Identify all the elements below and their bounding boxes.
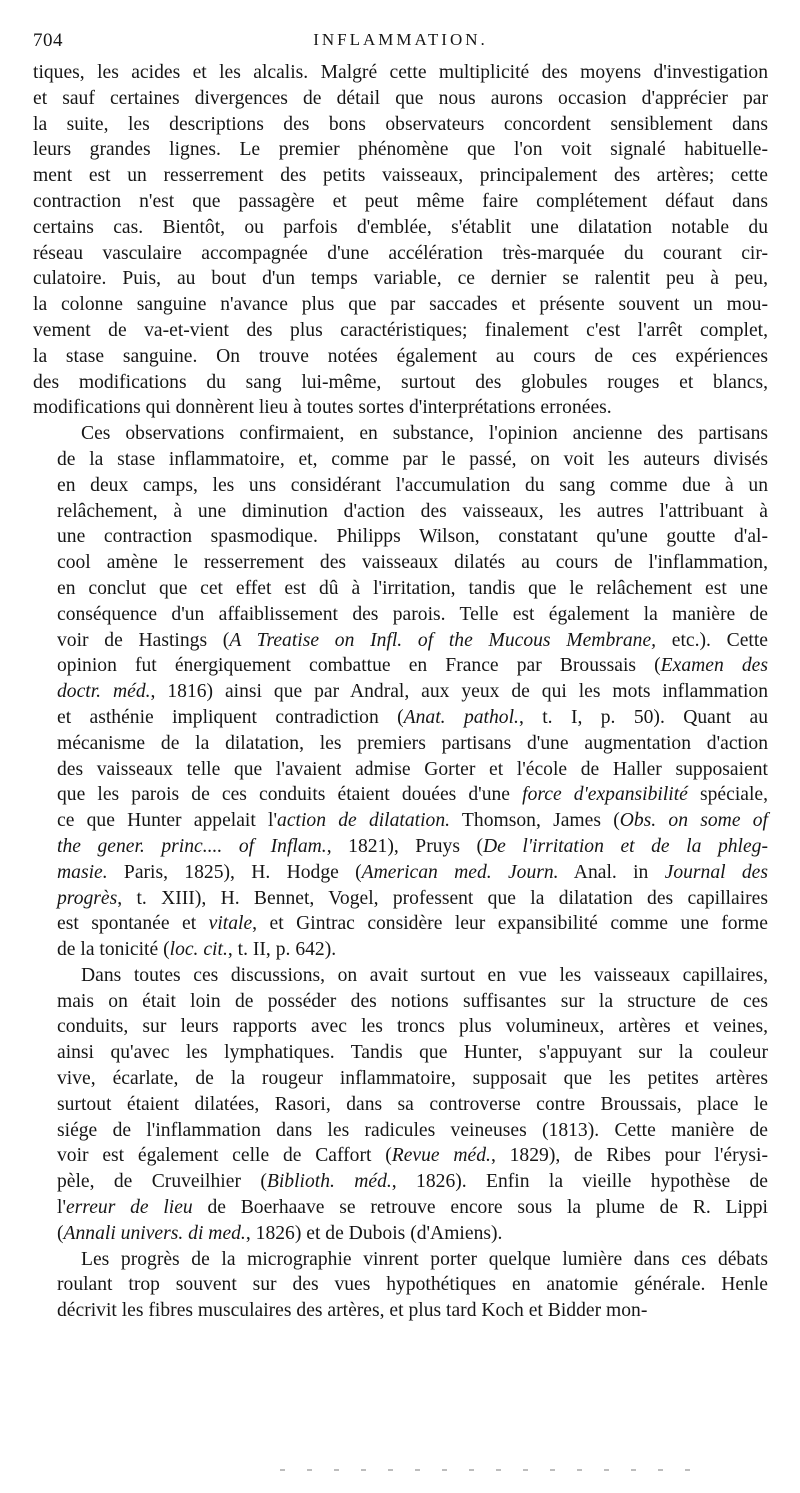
text-line (33, 1221, 768, 1247)
paragraph (33, 60, 768, 421)
text-run: Anal. in (558, 861, 665, 883)
text-line (33, 112, 768, 138)
italic-citation: Obs. on some of (619, 810, 768, 832)
text-run: , 1829), de Ribes pour l'érysi- (490, 1145, 769, 1167)
paragraph (33, 1247, 768, 1324)
text-run: , et Gintrac considère leur expansibilité comme une forme (252, 913, 768, 935)
text-line (33, 731, 768, 757)
text-run: certains cas. Bientôt, ou parfois d'emblée, s'établit une dilatation notable du (33, 216, 768, 238)
italic-citation: doctr. méd. (57, 681, 151, 703)
italic-citation: vitale (208, 913, 253, 935)
text-line (33, 834, 768, 860)
text-run: que les parois de ces conduits étaient douées d'une (57, 784, 523, 806)
text-line (33, 1118, 768, 1144)
italic-citation: Biblioth. méd. (266, 1171, 392, 1193)
italic-citation: Journal des (664, 861, 768, 883)
text-run: , t. XIII), H. Bennet, Vogel, professent que la dilatation des capillaires (117, 887, 768, 909)
paragraph (33, 421, 768, 963)
text-line (33, 163, 768, 189)
text-line (33, 1247, 768, 1273)
italic-citation: Revue méd. (391, 1145, 491, 1167)
italic-citation: force d'expansibilité (522, 784, 688, 806)
text-line (33, 1040, 768, 1066)
text-run: de la stase inflammatoire, et, comme par le passé, on voit les auteurs divisés (57, 448, 768, 470)
text-run: la suite, les descriptions des bons observateurs concordent sensiblement dans (33, 113, 768, 135)
text-line (33, 1195, 768, 1221)
italic-citation: action de dilatation. (277, 810, 451, 832)
text-line (33, 266, 768, 292)
text-line (33, 989, 768, 1015)
text-run: ment est un resserrement des petits vaisseaux, principalement des artères; cette (33, 165, 768, 187)
paragraph (33, 963, 768, 1247)
text-line (33, 886, 768, 912)
text-run: voir est également celle de Caffort ( (57, 1145, 392, 1167)
text-line (33, 1298, 768, 1324)
text-line (33, 86, 768, 112)
italic-citation: Examen des (660, 655, 768, 677)
text-run: voir de Hastings ( (57, 629, 230, 651)
body-text (33, 60, 768, 1324)
text-run: et asthénie impliquent contradiction ( (57, 706, 404, 728)
text-run: Thomson, James ( (450, 810, 620, 832)
text-run: mais on était loin de posséder des notions suffisantes sur la structure de ces (57, 990, 768, 1012)
text-run: culatoire. Puis, au bout d'un temps variable, ce dernier se ralentit peu à peu, (33, 268, 768, 290)
text-run: en deux camps, les uns considérant l'accumulation du sang comme due à un (57, 474, 768, 496)
text-run: ( (57, 1222, 64, 1244)
italic-citation: De l'irritation et de la phleg- (483, 835, 769, 857)
text-run: spéciale, (687, 784, 768, 806)
text-run: de Boerhaave se retrouve encore sous la plume de R. Lippi (192, 1197, 768, 1219)
text-line (33, 679, 768, 705)
italic-citation: Anat. pathol. (403, 706, 519, 728)
text-line (33, 241, 768, 267)
text-run: réseau vasculaire accompagnée d'une accélération très-marquée du courant cir- (33, 242, 768, 264)
text-line (33, 1272, 768, 1298)
page-header (33, 30, 768, 60)
text-run: , 1821), Pruys ( (326, 835, 484, 857)
text-line (33, 447, 768, 473)
text-line (33, 705, 768, 731)
text-run: etc.). Cette (656, 629, 769, 651)
text-line (33, 937, 768, 963)
text-run: de la tonicité ( (57, 939, 170, 961)
text-line (33, 344, 768, 370)
text-run: , 1826). Enfin la vieille hypothèse de (391, 1171, 769, 1193)
text-run: et sauf certaines divergences de détail que nous aurons occasion d'apprécier par (33, 87, 768, 109)
text-run: la colonne sanguine n'avance plus que par saccades et présente souvent un mou- (33, 294, 768, 316)
page-number: 704 (33, 30, 63, 51)
text-line (33, 602, 768, 628)
text-line (33, 473, 768, 499)
text-line (33, 1143, 768, 1169)
text-run: surtout étaient dilatées, Rasori, dans sa controverse contre Broussais, place le (57, 1093, 768, 1115)
text-run: tiques, les acides et les alcalis. Malgré cette multiplicité des moyens d'investigation (33, 62, 768, 83)
text-run: , 1826) et de Dubois (d'Amiens). (245, 1222, 503, 1244)
text-line (33, 963, 768, 989)
footer-bleed-marks (280, 1458, 750, 1462)
text-line (33, 808, 768, 834)
text-run: opinion fut énergiquement combattue en France par Broussais ( (57, 655, 661, 677)
text-run: siége de l'inflammation dans les radicules veineuses (1813). Cette manière de (57, 1119, 768, 1141)
text-line (33, 911, 768, 937)
text-line (33, 292, 768, 318)
text-line (33, 137, 768, 163)
text-run: l' (57, 1197, 66, 1219)
text-run: Les progrès de la micrographie vinrent porter quelque lumière dans ces débats (81, 1248, 768, 1270)
italic-citation: Annali univers. di med. (63, 1222, 246, 1244)
italic-citation: masie. (57, 861, 108, 883)
text-run: conséquence d'un affaiblissement des parois. Telle est également la manière de (57, 603, 768, 625)
text-run: la stase sanguine. On trouve notées également au cours de ces expériences (33, 345, 768, 367)
text-line (33, 524, 768, 550)
text-run: une contraction spasmodique. Philipps Wilson, constatant qu'une goutte d'al- (57, 526, 768, 548)
text-run: est spontanée et (57, 913, 209, 935)
italic-citation: the gener. princ.... of Inflam. (57, 835, 327, 857)
text-line (33, 1092, 768, 1118)
text-line (33, 60, 768, 86)
text-run: Dans toutes ces discussions, on avait surtout en vue les vaisseaux capillaires, (81, 964, 768, 986)
text-line (33, 653, 768, 679)
text-run: roulant trop souvent sur des vues hypothétiques en anatomie générale. Henle (57, 1274, 768, 1296)
text-run: contraction n'est que passagère et peut même faire complétement défaut dans (33, 190, 768, 212)
text-line (33, 499, 768, 525)
text-run: mécanisme de la dilatation, les premiers partisans d'une augmentation d'action (57, 732, 768, 754)
text-run: en conclut que cet effet est dû à l'irritation, tandis que le relâchement est une (57, 577, 768, 599)
book-page (33, 30, 768, 1324)
italic-citation: American med. Journ. (361, 861, 559, 883)
running-head: INFLAMMATION. (313, 30, 488, 49)
text-run: , 1816) ainsi que par Andral, aux yeux de qui les mots inflammation (150, 681, 768, 703)
italic-citation: A Treatise on Infl. of the Mucous Membrane, (229, 629, 657, 651)
text-run: des modifications du sang lui-même, surtout des globules rouges et blancs, (33, 371, 768, 393)
text-line (33, 370, 768, 396)
text-line (33, 1066, 768, 1092)
text-line (33, 757, 768, 783)
text-run: conduits, sur leurs rapports avec les troncs plus volumineux, artères et veines, (57, 1016, 768, 1038)
text-line (33, 421, 768, 447)
text-run: pèle, de Cruveilhier ( (57, 1171, 267, 1193)
text-run: vement de va-et-vient des plus caractéristiques; finalement c'est l'arrêt complet, (33, 319, 768, 341)
text-line (33, 550, 768, 576)
text-line (33, 782, 768, 808)
text-run: relâchement, à une diminution d'action des vaisseaux, les autres l'attribuant à (57, 500, 768, 522)
text-run: modifications qui donnèrent lieu à toutes sortes d'interprétations erronées. (33, 397, 612, 419)
italic-citation: loc. cit. (169, 939, 228, 961)
text-run: décrivit les fibres musculaires des artères, et plus tard Koch et Bidder mon- (57, 1300, 648, 1322)
text-line (33, 395, 768, 421)
text-run: Paris, 1825), H. Hodge ( (107, 861, 362, 883)
text-run: , t. I, p. 50). Quant au (518, 706, 768, 728)
text-line (33, 860, 768, 886)
text-line (33, 1169, 768, 1195)
text-run: , t. II, p. 642). (227, 939, 337, 961)
text-run: leurs grandes lignes. Le premier phénomène que l'on voit signalé habituelle- (33, 139, 768, 161)
text-line (33, 1014, 768, 1040)
text-run: cool amène le resserrement des vaisseaux dilatés au cours de l'inflammation, (57, 552, 768, 574)
text-run: Ces observations confirmaient, en substance, l'opinion ancienne des partisans (81, 423, 768, 445)
text-run: vive, écarlate, de la rougeur inflammatoire, supposait que les petites artères (57, 1068, 768, 1090)
text-run: ainsi qu'avec les lymphatiques. Tandis que Hunter, s'appuyant sur la couleur (57, 1042, 768, 1064)
text-run: des vaisseaux telle que l'avaient admise Gorter et l'école de Haller supposaient (57, 758, 768, 780)
text-line (33, 628, 768, 654)
text-line (33, 215, 768, 241)
text-line (33, 318, 768, 344)
text-line (33, 189, 768, 215)
italic-citation: erreur de lieu (65, 1197, 193, 1219)
italic-citation: progrès (57, 887, 118, 909)
text-run: ce que Hunter appelait l' (57, 810, 278, 832)
text-line (33, 576, 768, 602)
